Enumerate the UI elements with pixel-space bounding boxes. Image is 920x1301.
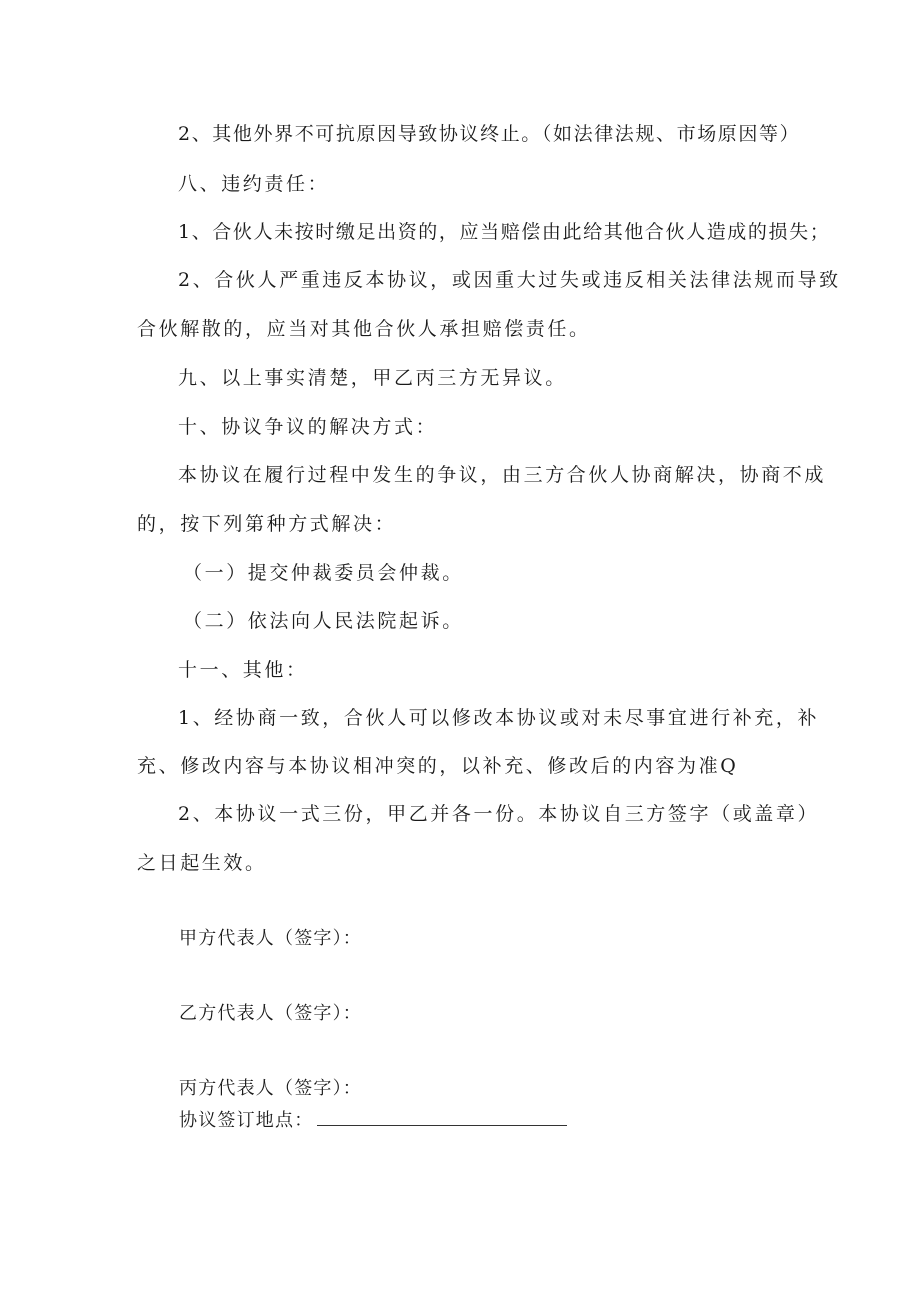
signing-place-label: 协议签订地点： bbox=[179, 1110, 314, 1131]
signature-party-c: 丙方代表人（签字）： bbox=[179, 1078, 362, 1099]
dispute-option-arbitration: （一）提交仲裁委员会仲裁。 bbox=[183, 562, 464, 584]
text-line: 合伙解散的，应当对其他合伙人承担赔偿责任。 bbox=[137, 318, 591, 340]
dispute-option-court: （二）依法向人民法院起诉。 bbox=[183, 610, 464, 632]
text-line: 2、合伙人严重违反本协议，或因重大过失或违反相关法律法规而导致 bbox=[178, 269, 841, 291]
signature-party-a: 甲方代表人（签字）： bbox=[179, 928, 362, 949]
text-line: 2、其他外界不可抗原因导致协议终止。（如法律法规、市场原因等） bbox=[178, 123, 801, 145]
text-line: 的，按下列第种方式解决： bbox=[137, 513, 397, 535]
text-line: 1、经协商一致，合伙人可以修改本协议或对未尽事宜进行补充，补 bbox=[178, 707, 820, 729]
text-line: 2、本协议一式三份，甲乙并各一份。本协议自三方签字（或盖章） bbox=[178, 803, 820, 825]
text-line: 本协议在履行过程中发生的争议，由三方合伙人协商解决，协商不成 bbox=[178, 464, 827, 486]
text-line: 充、修改内容与本协议相冲突的，以补充、修改后的内容为准Q bbox=[137, 755, 739, 777]
section-heading-breach: 八、违约责任： bbox=[178, 173, 330, 195]
signing-place-field[interactable] bbox=[317, 1107, 567, 1126]
text-line: 1、合伙人未按时缴足出资的，应当赔偿由此给其他合伙人造成的损失； bbox=[178, 221, 831, 243]
signing-place-row bbox=[179, 1107, 567, 1133]
signature-party-b: 乙方代表人（签字）： bbox=[179, 1003, 362, 1024]
section-heading-facts: 九、以上事实清楚，甲乙丙三方无异议。 bbox=[178, 367, 567, 389]
text-line: 之日起生效。 bbox=[137, 852, 267, 874]
section-heading-other: 十一、其他： bbox=[178, 659, 308, 681]
section-heading-dispute: 十、协议争议的解决方式： bbox=[178, 416, 438, 438]
